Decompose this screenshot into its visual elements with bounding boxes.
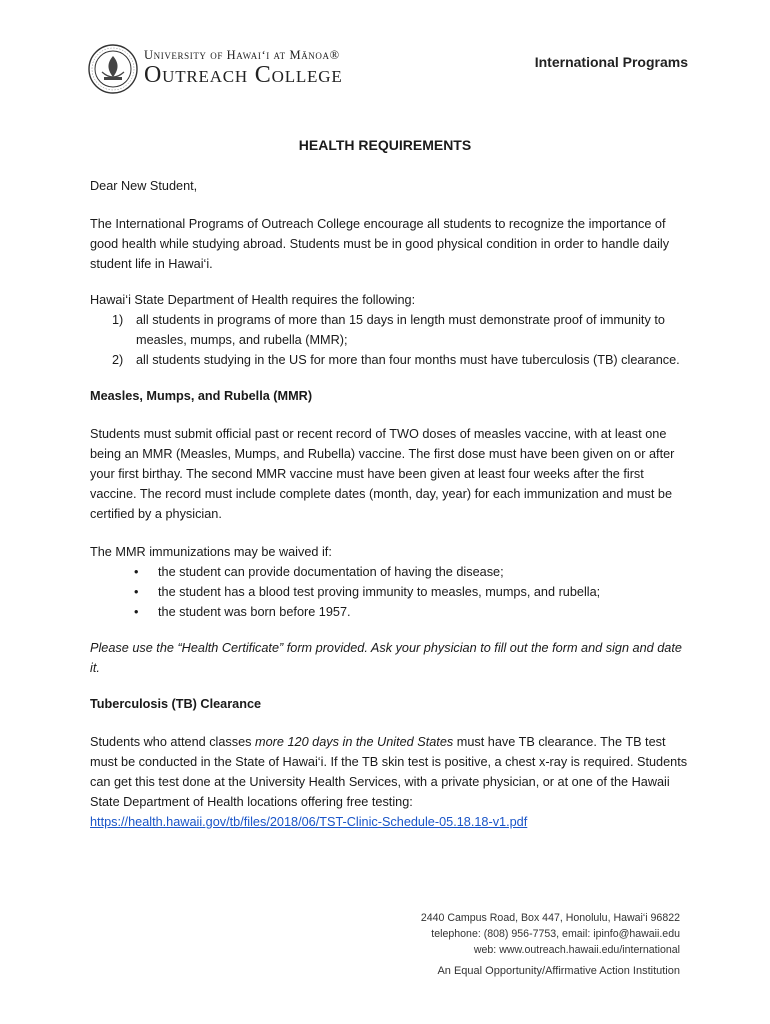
tb-heading: Tuberculosis (TB) Clearance — [90, 697, 262, 711]
list-item — [90, 562, 690, 582]
list-item — [90, 310, 690, 350]
list-item — [90, 582, 690, 602]
page-title: HEALTH REQUIREMENTS — [298, 137, 472, 153]
health-certificate-note: Please use the “Health Certificate” form provided. Ask your physician to fill out the form and sign and date it. — [90, 641, 682, 675]
list-item-text: the student has a blood test proving immunity to measles, mumps, and rubella; — [158, 585, 601, 599]
list-number: 2) — [112, 353, 124, 367]
mmr-waiver-list — [90, 562, 690, 622]
footer — [421, 910, 680, 979]
bullet-icon: • — [134, 585, 139, 599]
tb-clinic-schedule-link[interactable]: https://health.hawaii.gov/tb/files/2018/06/TST-Clinic-Schedule-05.18.18-v1.pdf — [90, 815, 528, 829]
university-name: University of Hawai‘i at Mānoa® — [144, 48, 340, 62]
list-item-text: all students studying in the US for more than four months must have tuberculosis (TB) clearance. — [136, 353, 680, 367]
department-name: International Programs — [534, 54, 688, 70]
list-item — [90, 602, 690, 622]
letter-body — [90, 176, 690, 832]
footer-web: web: www.outreach.hawaii.edu/international — [473, 944, 680, 956]
letterhead — [88, 44, 688, 100]
greeting: Dear New Student, — [90, 179, 198, 193]
tb-paragraph — [90, 732, 690, 832]
mmr-paragraph: Students must submit official past or recent record of TWO doses of measles vaccine, with at least one being an MMR (Measles, Mumps, and Rubella) vaccine. The first dose must have been given on or after your first birthay. The second MMR vaccine must have been given at least four weeks after the first vaccine. The record must include complete dates (month, day, year) for each immunization and must be certified by a physician. — [90, 427, 675, 521]
mmr-waiver-lead: The MMR immunizations may be waived if: — [90, 545, 332, 559]
equal-opportunity-statement: An Equal Opportunity/Affirmative Action Institution — [437, 965, 680, 977]
university-seal-icon — [88, 44, 138, 94]
list-item — [90, 350, 690, 370]
intro-paragraph: The International Programs of Outreach College encourage all students to recognize the importance of good health while studying abroad. Students must be in good physical condition in order to handle daily student life in Hawai‘i. — [90, 217, 670, 271]
state-requirements-list — [90, 310, 690, 370]
tb-text-start: Students who attend classes — [90, 735, 256, 749]
college-name: Outreach College — [144, 62, 343, 88]
state-requirements-lead: Hawai‘i State Department of Health requires the following: — [90, 293, 416, 307]
mmr-heading: Measles, Mumps, and Rubella (MMR) — [90, 389, 313, 403]
list-item-text: all students in programs of more than 15 days in length must demonstrate proof of immunity to measles, mumps, and rubella (MMR); — [136, 313, 665, 347]
list-number: 1) — [112, 313, 124, 327]
footer-address: 2440 Campus Road, Box 447, Honolulu, Hawai‘i 96822 — [420, 912, 680, 924]
institution-name — [144, 48, 343, 88]
list-item-text: the student can provide documentation of having the disease; — [158, 565, 504, 579]
footer-contact: telephone: (808) 956-7753, email: ipinfo@hawaii.edu — [431, 928, 680, 940]
bullet-icon: • — [134, 605, 139, 619]
list-item-text: the student was born before 1957. — [158, 605, 351, 619]
bullet-icon: • — [134, 565, 139, 579]
tb-text-end: must have TB clearance. The TB test must be conducted in the State of Hawai‘i. If the TB skin test is positive, a chest x-ray is required. Students can get this test done at the University Health Services, with a private physician, or at one of the Hawaii State Department of Health locations offering free testing: — [90, 735, 688, 809]
tb-text-emphasis: more 120 days in the United States — [255, 735, 454, 749]
